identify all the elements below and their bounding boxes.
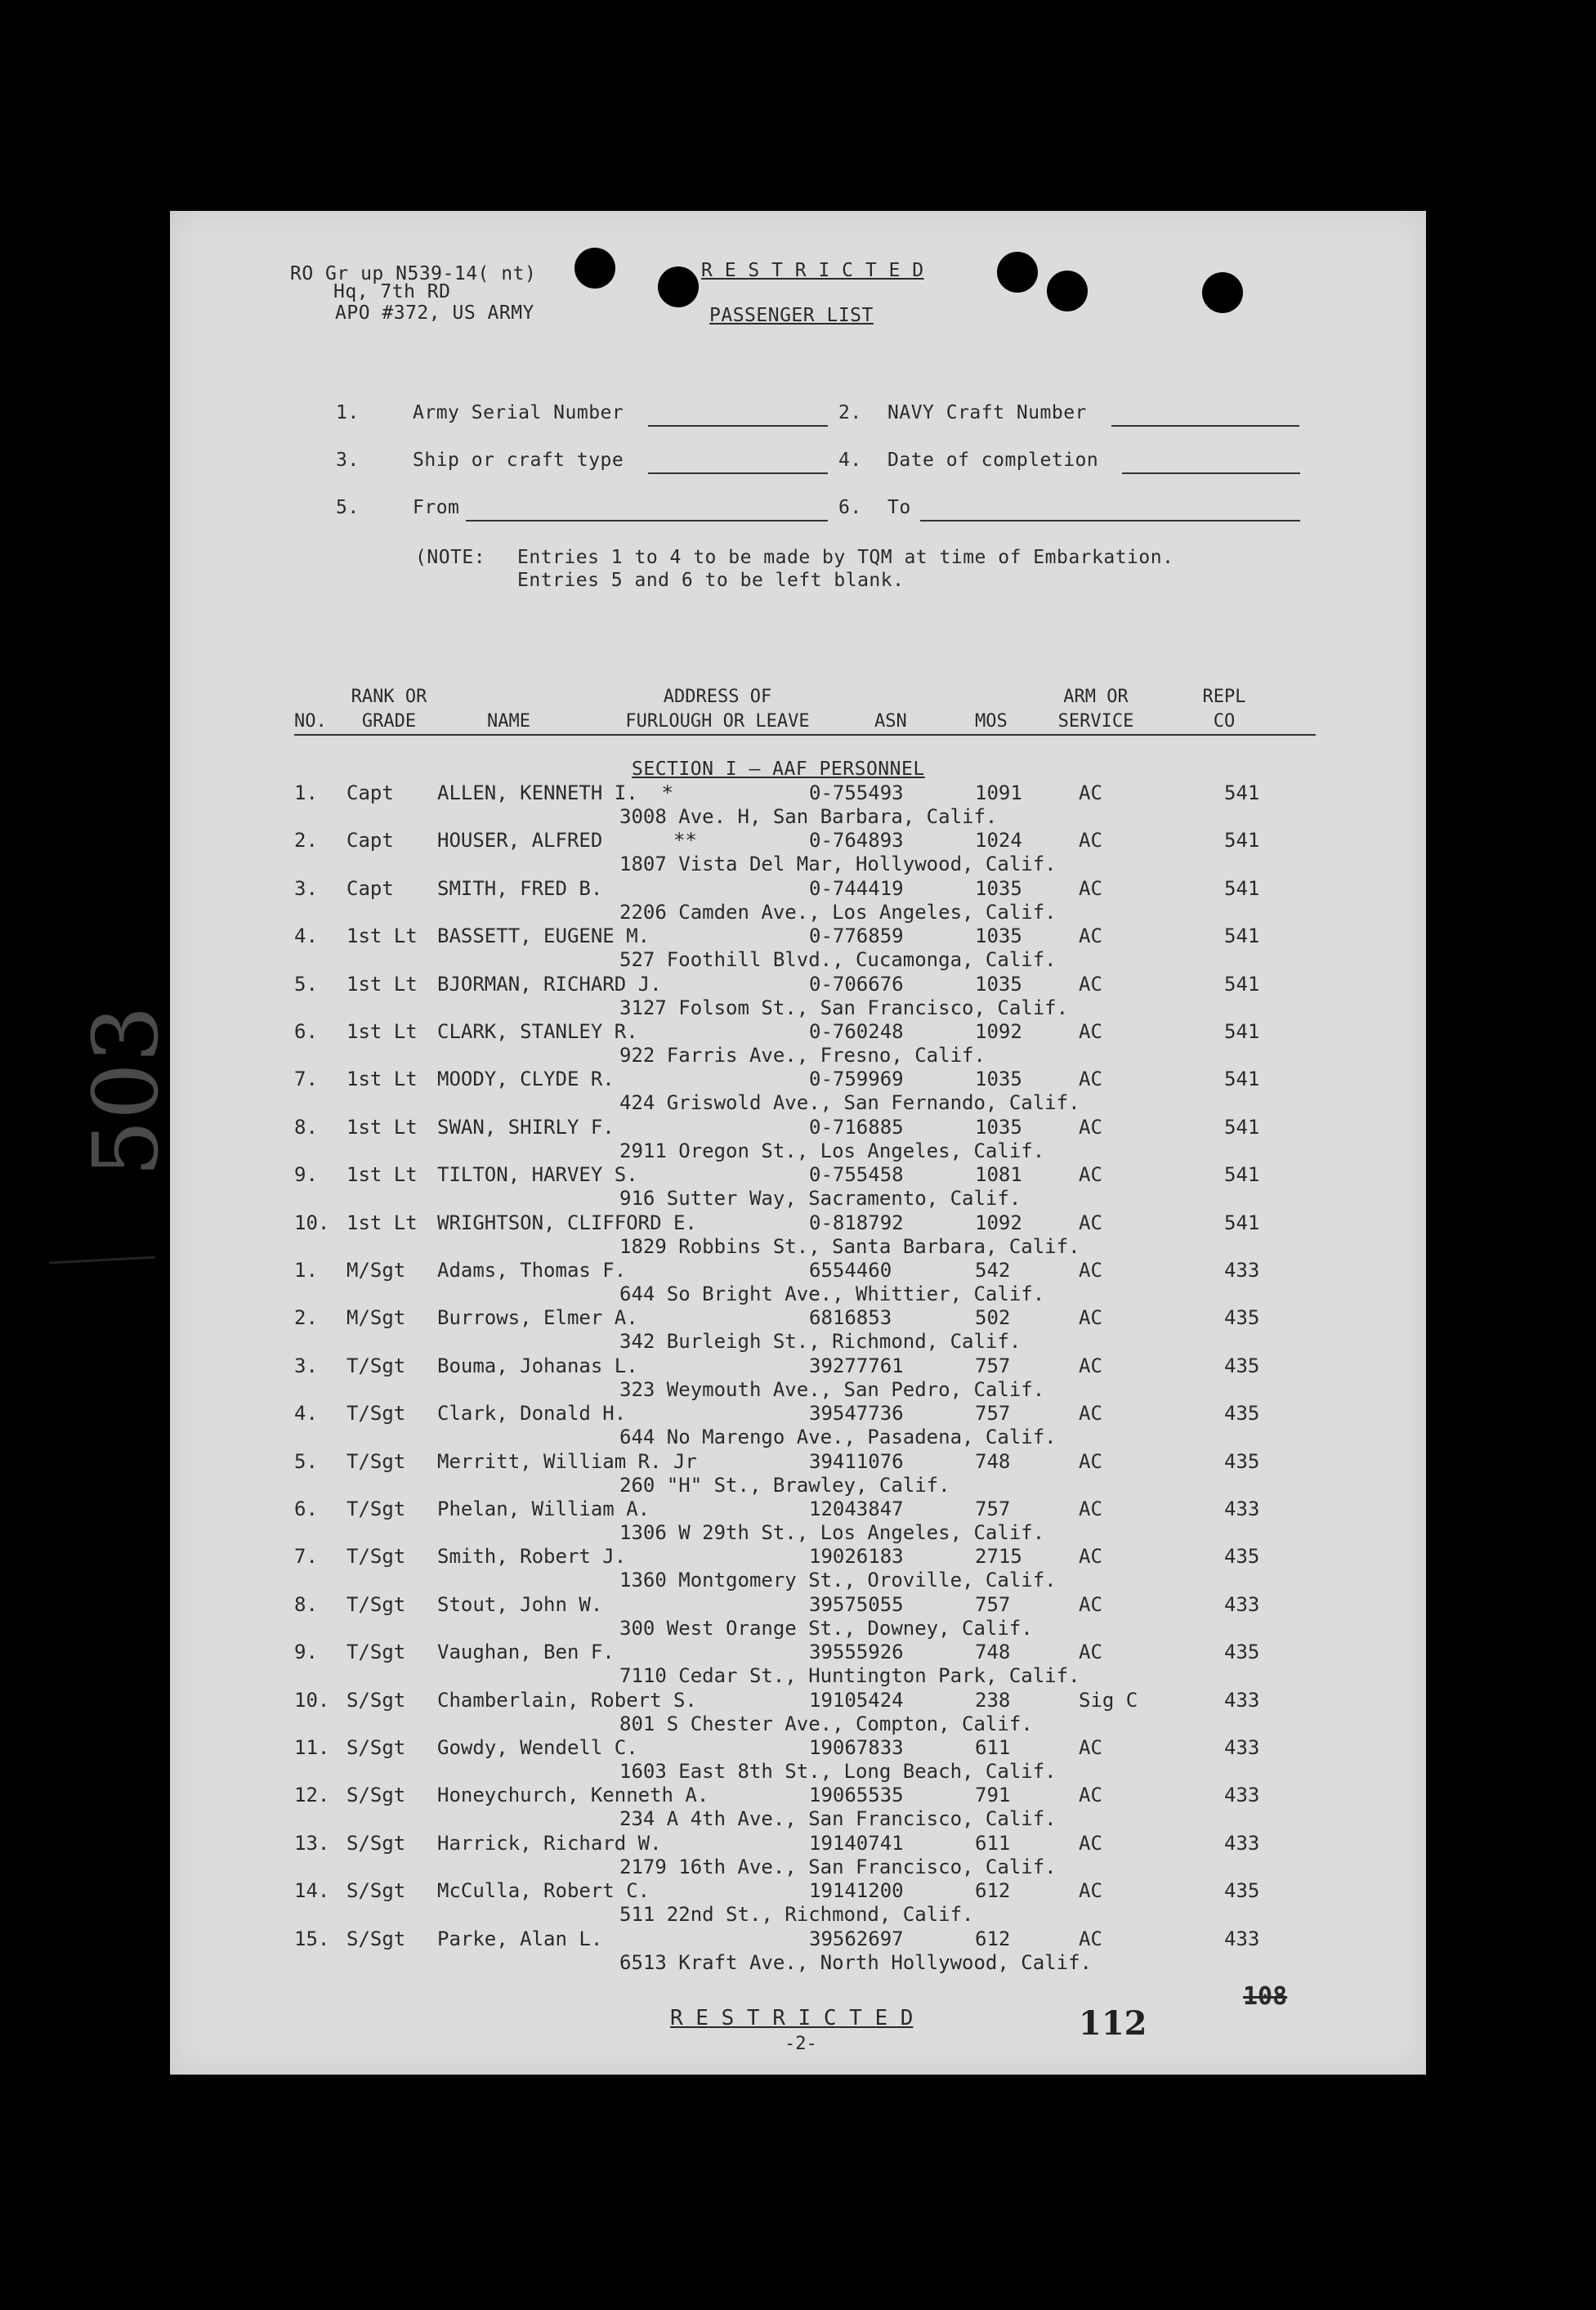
pencil-mark xyxy=(49,1256,155,1265)
row-address: 323 Weymouth Ave., San Pedro, Calif. xyxy=(619,1378,1045,1401)
row-asn: 6554460 xyxy=(809,1259,892,1282)
row-mos: 748 xyxy=(975,1450,1011,1473)
row-repl-co: 433 xyxy=(1224,1784,1260,1806)
field-number: 6. xyxy=(838,497,862,518)
field-blank[interactable] xyxy=(920,520,1300,522)
row-name: Burrows, Elmer A. xyxy=(437,1306,638,1329)
row-address: 1807 Vista Del Mar, Hollywood, Calif. xyxy=(619,853,1057,875)
row-number: 11. xyxy=(294,1736,330,1759)
row-arm-service: AC xyxy=(1079,829,1102,852)
row-rank: 1st Lt xyxy=(346,1211,418,1234)
field-number: 5. xyxy=(336,497,360,518)
row-address: 7110 Cedar St., Huntington Park, Calif. xyxy=(619,1664,1080,1687)
row-mos: 2715 xyxy=(975,1545,1022,1568)
row-name: Parke, Alan L. xyxy=(437,1927,603,1950)
row-name: Smith, Robert J. xyxy=(437,1545,627,1568)
row-asn: 39555926 xyxy=(809,1641,904,1663)
row-address: 342 Burleigh St., Richmond, Calif. xyxy=(619,1330,1022,1353)
row-address: 1829 Robbins St., Santa Barbara, Calif. xyxy=(619,1235,1080,1258)
field-blank[interactable] xyxy=(648,472,828,474)
header-hq: Hq, 7th RD xyxy=(333,281,451,302)
row-arm-service: AC xyxy=(1079,1593,1102,1616)
col-header-no: NO. xyxy=(294,711,327,732)
row-rank: S/Sgt xyxy=(346,1832,406,1855)
header-rule xyxy=(294,734,1316,736)
table-row xyxy=(170,974,1426,1022)
row-repl-co: 433 xyxy=(1224,1497,1260,1520)
field-label-navy-craft: NAVY Craft Number xyxy=(887,402,1087,423)
row-repl-co: 435 xyxy=(1224,1306,1260,1329)
row-repl-co: 433 xyxy=(1224,1259,1260,1282)
col-header-address: ADDRESS OF FURLOUGH OR LEAVE xyxy=(625,687,810,732)
row-rank: 1st Lt xyxy=(346,1163,418,1186)
row-arm-service: AC xyxy=(1079,1354,1102,1377)
row-rank: T/Sgt xyxy=(346,1402,406,1425)
row-arm-service: AC xyxy=(1079,973,1102,996)
row-asn: 19026183 xyxy=(809,1545,904,1568)
row-number: 10. xyxy=(294,1211,330,1234)
col-header-rank: RANK OR GRADE xyxy=(351,687,427,732)
row-rank: 1st Lt xyxy=(346,973,418,996)
row-asn: 19105424 xyxy=(809,1689,904,1712)
row-mos: 757 xyxy=(975,1497,1011,1520)
row-rank: S/Sgt xyxy=(346,1689,406,1712)
field-label-army-serial: Army Serial Number xyxy=(413,402,624,423)
row-arm-service: AC xyxy=(1079,781,1102,804)
row-mos: 1092 xyxy=(975,1020,1022,1043)
row-asn: 0-818792 xyxy=(809,1211,904,1234)
row-address: 300 West Orange St., Downey, Calif. xyxy=(619,1617,1033,1640)
table-row xyxy=(170,1547,1426,1594)
row-asn: 0-759969 xyxy=(809,1068,904,1090)
table-row xyxy=(170,1117,1426,1165)
row-asn: 0-755493 xyxy=(809,781,904,804)
table-row xyxy=(170,1881,1426,1928)
row-rank: T/Sgt xyxy=(346,1593,406,1616)
table-row xyxy=(170,1595,1426,1642)
row-repl-co: 541 xyxy=(1224,1163,1260,1186)
row-mos: 757 xyxy=(975,1354,1011,1377)
field-number: 3. xyxy=(336,450,360,471)
row-arm-service: AC xyxy=(1079,1927,1102,1950)
row-mos: 791 xyxy=(975,1784,1011,1806)
table-row xyxy=(170,1213,1426,1260)
row-arm-service: AC xyxy=(1079,1211,1102,1234)
page-number: -2- xyxy=(785,2034,817,2054)
row-rank: S/Sgt xyxy=(346,1879,406,1902)
pencil-margin-note: 503 xyxy=(74,1005,178,1177)
row-mos: 1091 xyxy=(975,781,1022,804)
field-blank[interactable] xyxy=(466,520,828,522)
row-number: 14. xyxy=(294,1879,330,1902)
field-blank[interactable] xyxy=(1111,425,1299,427)
row-name: CLARK, STANLEY R. xyxy=(437,1020,638,1043)
row-mos: 748 xyxy=(975,1641,1011,1663)
row-name: Chamberlain, Robert S. xyxy=(437,1689,697,1712)
row-number: 3. xyxy=(294,1354,318,1377)
row-arm-service: Sig C xyxy=(1079,1689,1138,1712)
row-repl-co: 435 xyxy=(1224,1450,1260,1473)
table-row xyxy=(170,1499,1426,1547)
row-arm-service: AC xyxy=(1079,1784,1102,1806)
row-number: 12. xyxy=(294,1784,330,1806)
table-row xyxy=(170,1022,1426,1069)
stamped-number: 112 xyxy=(1079,2004,1147,2043)
row-address: 916 Sutter Way, Sacramento, Calif. xyxy=(619,1187,1022,1210)
row-arm-service: AC xyxy=(1079,1832,1102,1855)
row-repl-co: 435 xyxy=(1224,1354,1260,1377)
table-row xyxy=(170,1738,1426,1785)
row-name: BJORMAN, RICHARD J. xyxy=(437,973,662,996)
table-row xyxy=(170,1308,1426,1355)
note-line-2: Entries 5 and 6 to be left blank. xyxy=(517,570,905,591)
row-mos: 502 xyxy=(975,1306,1011,1329)
row-rank: 1st Lt xyxy=(346,924,418,947)
punch-hole xyxy=(1202,272,1243,313)
row-name: Bouma, Johanas L. xyxy=(437,1354,638,1377)
row-address: 2179 16th Ave., San Francisco, Calif. xyxy=(619,1856,1057,1878)
row-arm-service: AC xyxy=(1079,1402,1102,1425)
row-asn: 0-716885 xyxy=(809,1116,904,1139)
row-repl-co: 541 xyxy=(1224,1068,1260,1090)
row-rank: Capt xyxy=(346,877,394,900)
punch-hole xyxy=(574,248,615,289)
row-mos: 611 xyxy=(975,1832,1011,1855)
row-mos: 1035 xyxy=(975,1068,1022,1090)
row-arm-service: AC xyxy=(1079,1306,1102,1329)
field-label-from: From xyxy=(413,497,460,518)
row-address: 801 S Chester Ave., Compton, Calif. xyxy=(619,1712,1033,1735)
row-repl-co: 433 xyxy=(1224,1927,1260,1950)
table-row xyxy=(170,1452,1426,1499)
row-repl-co: 433 xyxy=(1224,1689,1260,1712)
row-repl-co: 541 xyxy=(1224,877,1260,900)
row-address: 234 A 4th Ave., San Francisco, Calif. xyxy=(619,1807,1057,1830)
row-number: 9. xyxy=(294,1641,318,1663)
col-header-arm: ARM OR SERVICE xyxy=(1057,687,1134,732)
row-repl-co: 433 xyxy=(1224,1832,1260,1855)
header-classification: R E S T R I C T E D xyxy=(701,260,924,281)
table-row xyxy=(170,1165,1426,1212)
row-name: Adams, Thomas F. xyxy=(437,1259,627,1282)
struck-number: 108 xyxy=(1243,1982,1288,2011)
page-title: PASSENGER LIST xyxy=(709,305,874,326)
table-row xyxy=(170,926,1426,974)
row-asn: 12043847 xyxy=(809,1497,904,1520)
row-name: MOODY, CLYDE R. xyxy=(437,1068,615,1090)
table-row xyxy=(170,879,1426,926)
row-number: 3. xyxy=(294,877,318,900)
table-row xyxy=(170,1690,1426,1738)
table-row xyxy=(170,1929,1426,1976)
row-number: 5. xyxy=(294,973,318,996)
row-name: ALLEN, KENNETH I. * xyxy=(437,781,673,804)
row-asn: 0-776859 xyxy=(809,924,904,947)
row-number: 2. xyxy=(294,1306,318,1329)
row-number: 8. xyxy=(294,1593,318,1616)
row-repl-co: 541 xyxy=(1224,829,1260,852)
row-arm-service: AC xyxy=(1079,1879,1102,1902)
row-name: McCulla, Robert C. xyxy=(437,1879,650,1902)
document-page xyxy=(170,211,1426,2075)
table-row xyxy=(170,1356,1426,1403)
row-asn: 19067833 xyxy=(809,1736,904,1759)
row-address: 527 Foothill Blvd., Cucamonga, Calif. xyxy=(619,948,1057,971)
row-number: 8. xyxy=(294,1116,318,1139)
row-number: 15. xyxy=(294,1927,330,1950)
row-repl-co: 541 xyxy=(1224,1211,1260,1234)
row-asn: 19141200 xyxy=(809,1879,904,1902)
row-name: Gowdy, Wendell C. xyxy=(437,1736,638,1759)
row-address: 644 So Bright Ave., Whittier, Calif. xyxy=(619,1283,1045,1305)
row-rank: M/Sgt xyxy=(346,1306,406,1329)
row-repl-co: 433 xyxy=(1224,1736,1260,1759)
row-rank: Capt xyxy=(346,829,394,852)
row-arm-service: AC xyxy=(1079,1641,1102,1663)
row-arm-service: AC xyxy=(1079,1545,1102,1568)
row-number: 4. xyxy=(294,1402,318,1425)
row-address: 922 Farris Ave., Fresno, Calif. xyxy=(619,1044,986,1067)
row-asn: 39277761 xyxy=(809,1354,904,1377)
row-mos: 1035 xyxy=(975,877,1022,900)
row-number: 2. xyxy=(294,829,318,852)
row-rank: 1st Lt xyxy=(346,1068,418,1090)
field-label-date-completion: Date of completion xyxy=(887,450,1099,471)
row-address: 3127 Folsom St., San Francisco, Calif. xyxy=(619,996,1069,1019)
table-row xyxy=(170,1260,1426,1308)
row-repl-co: 541 xyxy=(1224,781,1260,804)
table-row xyxy=(170,1785,1426,1833)
row-arm-service: AC xyxy=(1079,1497,1102,1520)
row-name: WRIGHTSON, CLIFFORD E. xyxy=(437,1211,697,1234)
row-rank: T/Sgt xyxy=(346,1545,406,1568)
row-repl-co: 541 xyxy=(1224,924,1260,947)
row-asn: 0-764893 xyxy=(809,829,904,852)
row-address: 6513 Kraft Ave., North Hollywood, Calif. xyxy=(619,1951,1092,1974)
row-repl-co: 541 xyxy=(1224,1020,1260,1043)
row-name: SMITH, FRED B. xyxy=(437,877,603,900)
row-repl-co: 541 xyxy=(1224,973,1260,996)
row-asn: 0-760248 xyxy=(809,1020,904,1043)
row-number: 5. xyxy=(294,1450,318,1473)
row-name: Honeychurch, Kenneth A. xyxy=(437,1784,709,1806)
row-rank: 1st Lt xyxy=(346,1020,418,1043)
row-address: 3008 Ave. H, San Barbara, Calif. xyxy=(619,805,998,828)
row-mos: 612 xyxy=(975,1879,1011,1902)
table-row xyxy=(170,1069,1426,1117)
field-blank[interactable] xyxy=(648,425,828,427)
row-asn: 0-706676 xyxy=(809,973,904,996)
row-number: 10. xyxy=(294,1689,330,1712)
row-number: 1. xyxy=(294,1259,318,1282)
row-address: 644 No Marengo Ave., Pasadena, Calif. xyxy=(619,1426,1057,1448)
row-asn: 19065535 xyxy=(809,1784,904,1806)
row-name: SWAN, SHIRLY F. xyxy=(437,1116,615,1139)
row-mos: 1081 xyxy=(975,1163,1022,1186)
row-address: 1306 W 29th St., Los Angeles, Calif. xyxy=(619,1521,1045,1544)
row-asn: 0-744419 xyxy=(809,877,904,900)
row-arm-service: AC xyxy=(1079,1450,1102,1473)
row-mos: 1035 xyxy=(975,1116,1022,1139)
row-mos: 542 xyxy=(975,1259,1011,1282)
row-arm-service: AC xyxy=(1079,1259,1102,1282)
col-header-asn: ASN xyxy=(874,711,907,732)
row-rank: M/Sgt xyxy=(346,1259,406,1282)
punch-hole xyxy=(1047,271,1088,311)
row-arm-service: AC xyxy=(1079,1116,1102,1139)
row-mos: 612 xyxy=(975,1927,1011,1950)
row-name: TILTON, HARVEY S. xyxy=(437,1163,638,1186)
punch-hole xyxy=(658,266,699,307)
col-header-repl: REPL CO xyxy=(1202,687,1246,732)
row-rank: Capt xyxy=(346,781,394,804)
row-rank: 1st Lt xyxy=(346,1116,418,1139)
note-prefix: (NOTE: xyxy=(415,547,486,568)
row-mos: 238 xyxy=(975,1689,1011,1712)
field-label-ship-type: Ship or craft type xyxy=(413,450,624,471)
row-repl-co: 435 xyxy=(1224,1402,1260,1425)
field-number: 2. xyxy=(838,402,862,423)
row-number: 1. xyxy=(294,781,318,804)
row-asn: 39547736 xyxy=(809,1402,904,1425)
table-row xyxy=(170,830,1426,878)
row-mos: 1035 xyxy=(975,924,1022,947)
row-name: Vaughan, Ben F. xyxy=(437,1641,615,1663)
table-row xyxy=(170,783,1426,830)
row-name: Phelan, William A. xyxy=(437,1497,650,1520)
row-asn: 39411076 xyxy=(809,1450,904,1473)
row-number: 7. xyxy=(294,1545,318,1568)
row-asn: 0-755458 xyxy=(809,1163,904,1186)
field-number: 1. xyxy=(336,402,360,423)
row-mos: 1035 xyxy=(975,973,1022,996)
row-arm-service: AC xyxy=(1079,1068,1102,1090)
row-number: 7. xyxy=(294,1068,318,1090)
row-rank: T/Sgt xyxy=(346,1641,406,1663)
row-asn: 19140741 xyxy=(809,1832,904,1855)
punch-hole xyxy=(997,252,1038,293)
row-address: 1360 Montgomery St., Oroville, Calif. xyxy=(619,1569,1057,1591)
col-header-name: NAME xyxy=(487,711,530,732)
row-rank: T/Sgt xyxy=(346,1497,406,1520)
table-row xyxy=(170,1642,1426,1690)
field-blank[interactable] xyxy=(1122,472,1300,474)
row-asn: 6816853 xyxy=(809,1306,892,1329)
note-line-1: Entries 1 to 4 to be made by TQM at time of Embarkation. xyxy=(517,547,1174,568)
row-mos: 1024 xyxy=(975,829,1022,852)
row-number: 4. xyxy=(294,924,318,947)
row-mos: 611 xyxy=(975,1736,1011,1759)
field-number: 4. xyxy=(838,450,862,471)
row-rank: T/Sgt xyxy=(346,1354,406,1377)
row-repl-co: 541 xyxy=(1224,1116,1260,1139)
row-asn: 39562697 xyxy=(809,1927,904,1950)
col-header-mos: MOS xyxy=(975,711,1008,732)
row-name: Merritt, William R. Jr xyxy=(437,1450,697,1473)
row-number: 13. xyxy=(294,1832,330,1855)
header-apo: APO #372, US ARMY xyxy=(335,302,534,324)
row-arm-service: AC xyxy=(1079,1163,1102,1186)
row-address: 1603 East 8th St., Long Beach, Calif. xyxy=(619,1760,1057,1783)
row-name: BASSETT, EUGENE M. xyxy=(437,924,650,947)
row-repl-co: 435 xyxy=(1224,1545,1260,1568)
row-asn: 39575055 xyxy=(809,1593,904,1616)
row-repl-co: 435 xyxy=(1224,1641,1260,1663)
row-address: 511 22nd St., Richmond, Calif. xyxy=(619,1903,974,1926)
row-repl-co: 435 xyxy=(1224,1879,1260,1902)
row-arm-service: AC xyxy=(1079,1736,1102,1759)
field-label-to: To xyxy=(887,497,911,518)
table-row xyxy=(170,1403,1426,1451)
row-rank: S/Sgt xyxy=(346,1784,406,1806)
row-mos: 757 xyxy=(975,1593,1011,1616)
row-arm-service: AC xyxy=(1079,877,1102,900)
row-rank: T/Sgt xyxy=(346,1450,406,1473)
row-address: 2206 Camden Ave., Los Angeles, Calif. xyxy=(619,901,1057,924)
row-address: 424 Griswold Ave., San Fernando, Calif. xyxy=(619,1091,1080,1114)
table-row xyxy=(170,1833,1426,1881)
row-arm-service: AC xyxy=(1079,924,1102,947)
row-name: Harrick, Richard W. xyxy=(437,1832,662,1855)
row-name: Clark, Donald H. xyxy=(437,1402,627,1425)
row-mos: 757 xyxy=(975,1402,1011,1425)
row-rank: S/Sgt xyxy=(346,1927,406,1950)
row-address: 2911 Oregon St., Los Angeles, Calif. xyxy=(619,1139,1045,1162)
row-rank: S/Sgt xyxy=(346,1736,406,1759)
row-number: 6. xyxy=(294,1020,318,1043)
row-arm-service: AC xyxy=(1079,1020,1102,1043)
row-number: 6. xyxy=(294,1497,318,1520)
row-mos: 1092 xyxy=(975,1211,1022,1234)
row-repl-co: 433 xyxy=(1224,1593,1260,1616)
row-number: 9. xyxy=(294,1163,318,1186)
header-unit: RO Gr up N539-14( nt) xyxy=(290,263,537,284)
row-name: Stout, John W. xyxy=(437,1593,603,1616)
row-name: HOUSER, ALFRED ** xyxy=(437,829,697,852)
section-title: SECTION I — AAF PERSONNEL xyxy=(632,759,925,780)
row-address: 260 "H" St., Brawley, Calif. xyxy=(619,1474,950,1497)
footer-classification: R E S T R I C T E D xyxy=(670,2006,914,2030)
